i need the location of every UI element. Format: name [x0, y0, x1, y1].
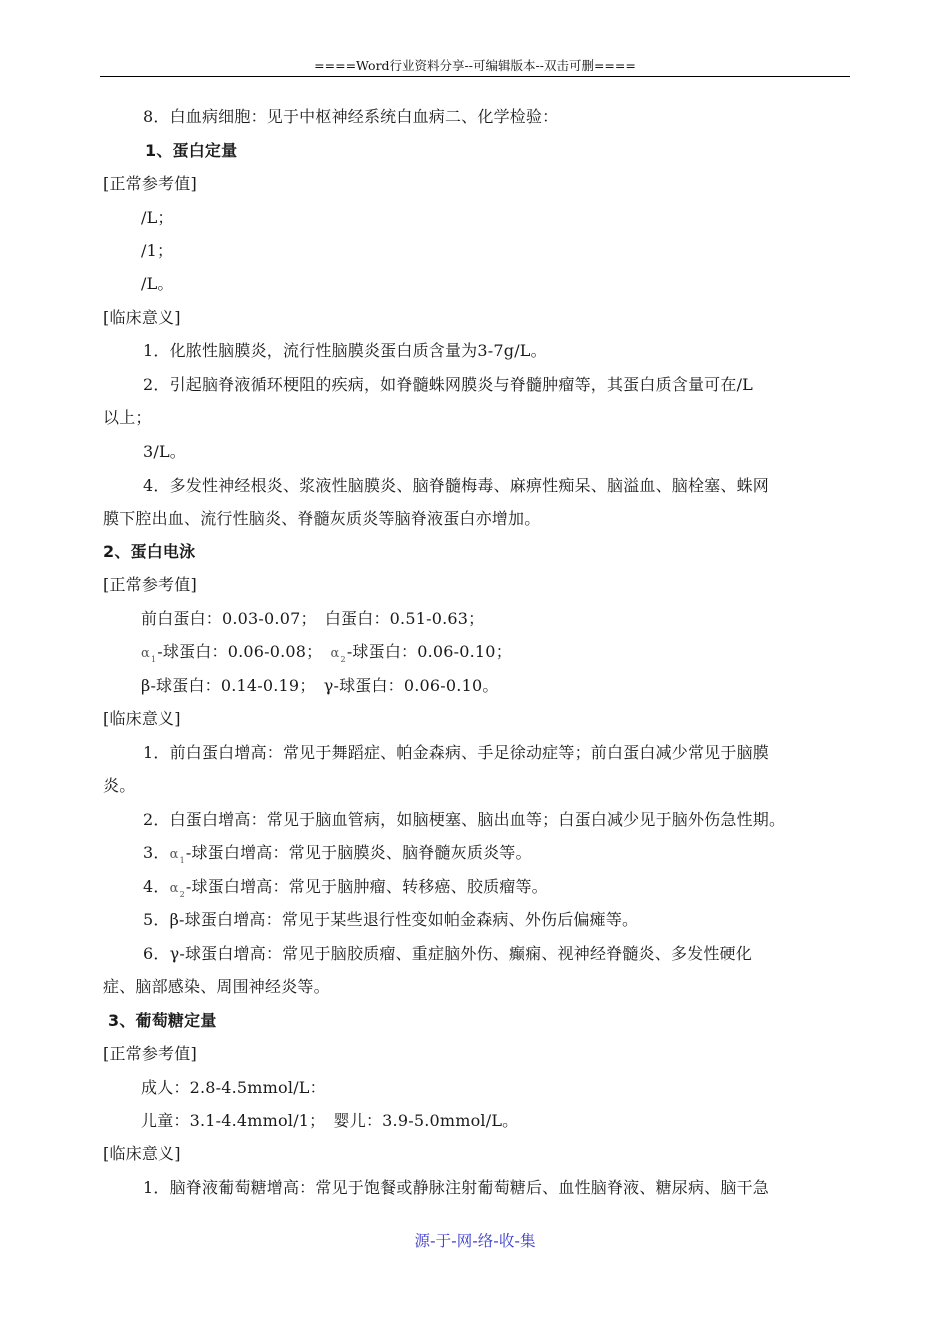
text-line: 3/L。	[143, 442, 186, 461]
greek-alpha: α	[169, 847, 179, 862]
subscript: 2	[179, 890, 185, 899]
greek-alpha: α	[169, 881, 179, 896]
text-line: 成人：2.8-4.5mmol/L：	[141, 1078, 326, 1097]
subscript: 1	[179, 856, 185, 865]
text-line: [临床意义]	[103, 1144, 181, 1163]
text-line: 8．白血病细胞：见于中枢神经系统白血病二、化学检验：	[143, 107, 559, 126]
text-line: 1．前白蛋白增高：常见于舞蹈症、帕金森病、手足徐动症等；前白蛋白减少常见于脑膜	[143, 743, 769, 762]
text-line: [正常参考值]	[103, 174, 197, 193]
text-segment: 3．	[143, 843, 170, 862]
text-line: [临床意义]	[103, 308, 181, 327]
text-line: 4．多发性神经根炎、浆液性脑膜炎、脑脊髓梅毒、麻痹性痴呆、脑溢血、脑栓塞、蛛网	[143, 476, 769, 495]
text-line	[143, 842, 532, 872]
greek-alpha: α	[141, 646, 150, 661]
subscript: 1	[150, 655, 157, 664]
text-line: 膜下腔出血、流行性脑炎、脊髓灰质炎等脑脊液蛋白亦增加。	[103, 509, 541, 528]
text-line: 6．γ-球蛋白增高：常见于脑胶质瘤、重症脑外伤、癫痫、视神经脊髓炎、多发性硬化	[143, 944, 752, 963]
text-line: [正常参考值]	[103, 575, 197, 594]
text-line: 5．β-球蛋白增高：常见于某些退行性变如帕金森病、外伤后偏瘫等。	[143, 910, 639, 929]
text-line: 1．脑脊液葡萄糖增高：常见于饱餐或静脉注射葡萄糖后、血性脑脊液、糖尿病、脑干急	[143, 1178, 769, 1197]
page-footer: 源-于-网-络-收-集	[414, 1232, 536, 1250]
text-line: 1．化脓性脑膜炎，流行性脑膜炎蛋白质含量为3-7g/L。	[143, 341, 547, 360]
text-line	[141, 641, 512, 671]
text-line: 2．引起脑脊液循环梗阻的疾病，如脊髓蛛网膜炎与脊髓肿瘤等，其蛋白质含量可在/L	[143, 375, 753, 394]
section-heading-protein-quantification: 1、蛋白定量	[145, 141, 238, 160]
text-line: 炎。	[103, 776, 136, 795]
text-line: /1；	[141, 241, 174, 260]
text-line: 以上；	[103, 408, 152, 427]
text-line: /L。	[141, 274, 174, 293]
subscript: 2	[340, 655, 346, 664]
page-header: ====Word行业资料分享--可编辑版本--双击可删====	[100, 56, 850, 77]
text-segment: -球蛋白：0.06-0.08；	[157, 642, 331, 661]
text-line: β-球蛋白：0.14-0.19； γ-球蛋白：0.06-0.10。	[141, 676, 499, 695]
greek-alpha: α	[330, 646, 340, 661]
text-line: 前白蛋白：0.03-0.07； 白蛋白：0.51-0.63；	[141, 609, 485, 628]
text-segment: -球蛋白增高：常见于脑肿瘤、转移癌、胶质瘤等。	[185, 877, 548, 896]
text-line	[143, 876, 548, 906]
text-segment: -球蛋白：0.06-0.10；	[346, 642, 512, 661]
text-segment: -球蛋白增高：常见于脑膜炎、脑脊髓灰质炎等。	[185, 843, 532, 862]
text-line: 症、脑部感染、周围神经炎等。	[103, 977, 330, 996]
text-line: 儿童：3.1-4.4mmol/1； 婴儿：3.9-5.0mmol/L。	[141, 1111, 519, 1130]
text-line: [临床意义]	[103, 709, 181, 728]
text-line: [正常参考值]	[103, 1044, 197, 1063]
section-heading-protein-electrophoresis: 2、蛋白电泳	[103, 542, 196, 561]
text-line: 2．白蛋白增高：常见于脑血管病，如脑梗塞、脑出血等；白蛋白减少见于脑外伤急性期。	[143, 810, 786, 829]
section-heading-glucose-quantification: 3、葡萄糖定量	[108, 1011, 217, 1030]
text-line: /L；	[141, 208, 174, 227]
text-segment: 4．	[143, 877, 170, 896]
